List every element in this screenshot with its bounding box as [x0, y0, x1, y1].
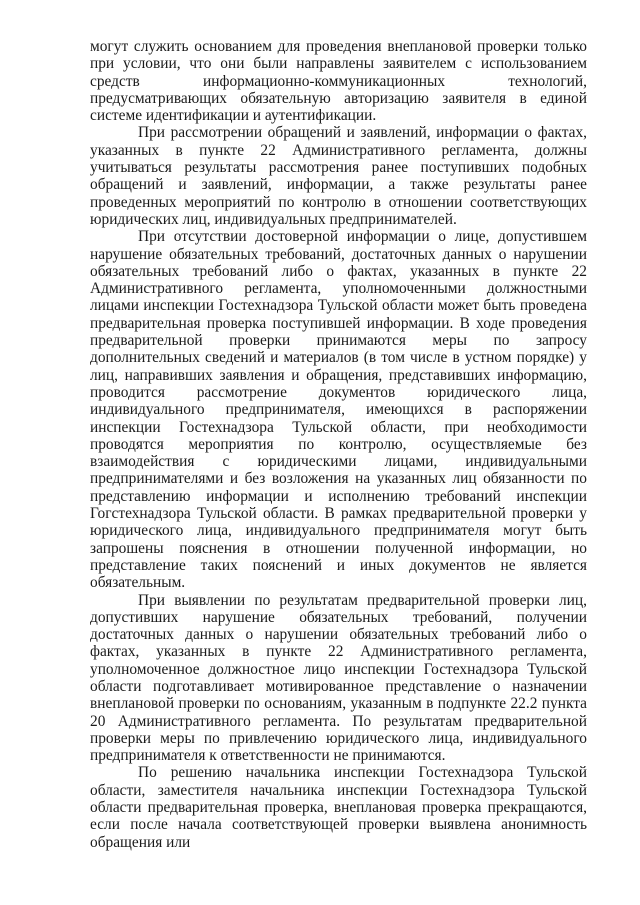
paragraph-continuation: могут служить основанием для проведения внеплановой проверки только при условии, что они были направлены заявителем с использованием средств информационно-коммуникационных технологий, предусматривающих обязательную авторизацию заявителя в единой системе идентификации и аутентификации. [90, 38, 587, 125]
paragraph-termination-decision: По решению начальника инспекции Гостехнадзора Тульской области, заместителя начальника инспекции Гостехнадзора Тульской области предварительная проверка, внеплановая проверка прекращаются, если после начала соответствующей проверки выявлена анонимность обращения или [90, 764, 587, 851]
paragraph-preliminary-check: При отсутствии достоверной информации о лице, допустившем нарушение обязательных требований, достаточных данных о нарушении обязательных требований либо о фактах, указанных в пункте 22 Административного регламента, уполномоченными должностными лицами инспекции Гостехнадзора Тульской области может быть проведена предварительная проверка поступившей информации. В ходе проведения предварительной проверки принимаются меры по запросу дополнительных сведений и материалов (в том числе в устном порядке) у лиц, направивших заявления и обращения, представивших информацию, проводится рассмотрение документов юридического лица, индивидуального предпринимателя, имеющихся в распоряжении инспекции Гостехнадзора Тульской области, при необходимости проводятся мероприятия по контролю, осуществляемые без взаимодействия с юридическими лицами, индивидуальными предпринимателями и без возложения на указанных лиц обязанности по представлению информации и исполнению требований инспекции Гогстехнадзора Тульской области. В рамках предварительной проверки у юридического лица, индивидуального предпринимателя могут быть запрошены пояснения в отношении полученной информации, но представление таких пояснений и иных документов не является обязательным. [90, 228, 587, 592]
paragraph-review-of-appeals: При рассмотрении обращений и заявлений, информации о фактах, указанных в пункте 22 Административного регламента, должны учитываться результаты рассмотрения ранее поступивших подобных обращений и заявлений, информации, а также результаты ранее проведенных мероприятий по контролю в отношении соответствующих юридических лиц, индивидуальных предпринимателей. [90, 124, 587, 228]
document-page [90, 38, 587, 851]
paragraph-violation-detection: При выявлении по результатам предварительной проверки лиц, допустивших нарушение обязательных требований, получении достаточных данных о нарушении обязательных требований либо о фактах, указанных в пункте 22 Административного регламента, уполномоченное должностное лицо инспекции Гостехнадзора Тульской области подготавливает мотивированное представление о назначении внеплановой проверки по основаниям, указанным в подпункте 22.2 пункта 20 Административного регламента. По результатам предварительной проверки меры по привлечению юридического лица, индивидуального предпринимателя к ответственности не принимаются. [90, 591, 587, 765]
